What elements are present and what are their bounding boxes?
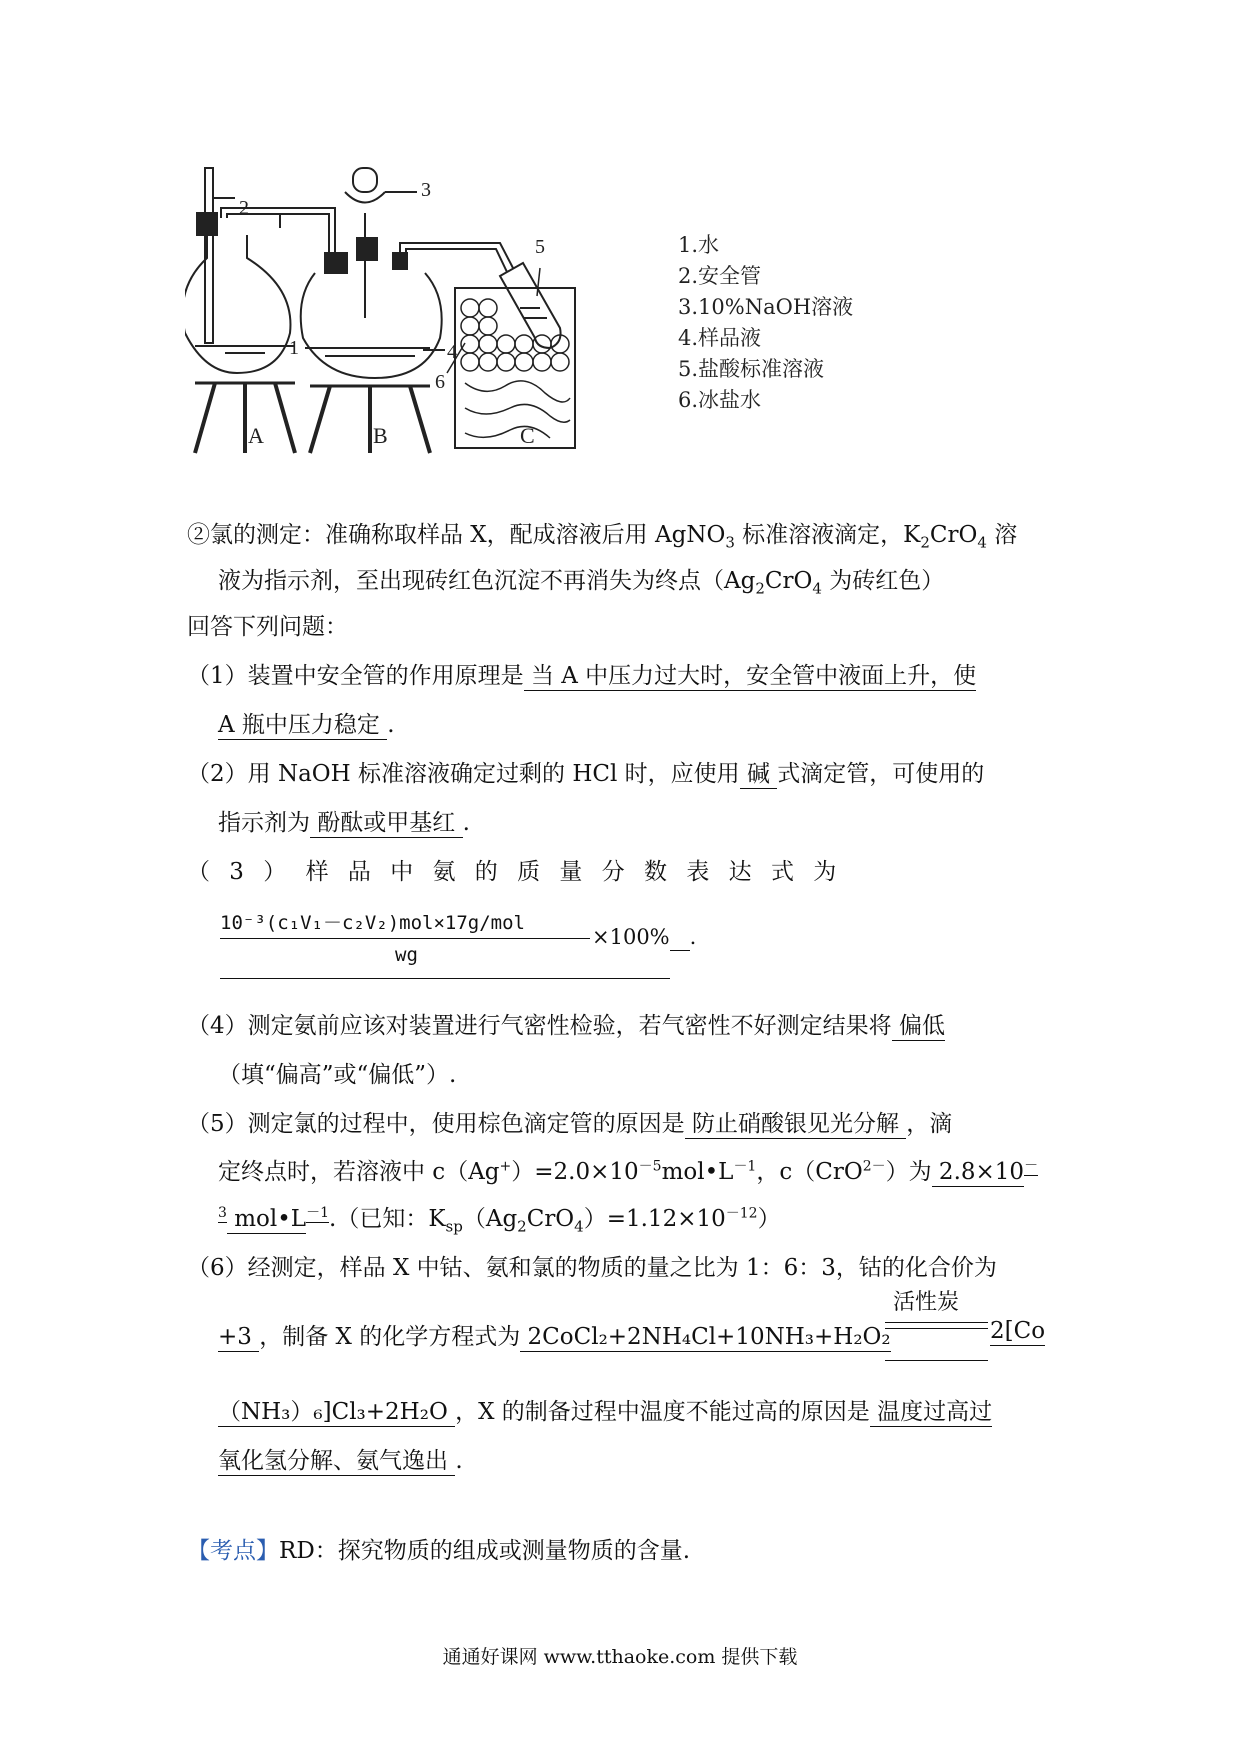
label-a: A (248, 423, 264, 448)
equation-underline (885, 1360, 988, 1361)
question-3-line-1: （ 3 ） 样 品 中 氨 的 质 量 分 数 表 达 式 为 (187, 859, 843, 885)
fraction-bar (220, 938, 590, 939)
kaodian-line: 【考点】RD：探究物质的组成或测量物质的含量. (187, 1538, 691, 1564)
legend-item: 4.样品液 (678, 326, 762, 350)
answer-6b: 2CoCl₂+2NH₄Cl+10NH₃+H₂O₂ (520, 1324, 891, 1350)
prompt-text: 回答下列问题： (187, 614, 348, 640)
apparatus-figure (185, 158, 885, 503)
equation-equals-top (885, 1322, 988, 1323)
page-footer: 通通好课网 www.tthaoke.com 提供下载 (442, 1646, 798, 1668)
label-b: B (373, 423, 388, 448)
answer-1b: A 瓶中压力稳定 (218, 712, 388, 738)
answer-1a: 当 A 中压力过大时，安全管中液面上升，使 (523, 663, 977, 689)
callout-6: 6 (435, 371, 445, 393)
question-5-line-1: （5）测定氯的过程中，使用棕色滴定管的原因是 防止硝酸银见光分解 ，滴 (187, 1111, 953, 1137)
question-4-line-1: （4）测定氨前应该对装置进行气密性检验，若气密性不好测定结果将 偏低 (187, 1013, 945, 1039)
question-6-line-1: （6）经测定，样品 X 中钴、氨和氯的物质的量之比为 1：6：3，钴的化合价为 (187, 1255, 997, 1281)
dropping-funnel (353, 168, 377, 192)
callout-3: 3 (421, 179, 431, 201)
question-6-line-3: （NH₃）₆]Cl₃+2H₂O ，X 的制备过程中温度不能过高的原因是 温度过高过 (218, 1399, 993, 1425)
formula-tail: ×100% . (592, 925, 697, 949)
equation-product-start: 2[Co (990, 1318, 1046, 1344)
question-1-line-1: （1）装置中安全管的作用原理是 当 A 中压力过大时，安全管中液面上升，使 (187, 663, 977, 689)
label-c: C (520, 423, 535, 448)
callout-5: 5 (535, 236, 545, 258)
answer-6a: +3 (218, 1324, 260, 1350)
flask-b (301, 273, 442, 378)
answer-2b: 酚酞或甲基红 (310, 810, 463, 836)
answer-6d: 温度过高过 (869, 1399, 993, 1425)
equation-equals-bottom (885, 1328, 988, 1329)
legend-item: 1.水 (678, 233, 720, 257)
answer-5a: 防止硝酸银见光分解 (684, 1111, 907, 1137)
answer-2a: 碱 (739, 761, 778, 787)
question-4-line-2: （填“偏高”或“偏低”）. (218, 1062, 457, 1088)
answer-5b: 2.8×10 (931, 1159, 1025, 1185)
formula-denominator: wg (395, 944, 418, 966)
legend-item: 2.安全管 (678, 264, 762, 288)
callout-2: 2 (239, 197, 249, 219)
question-6-line-4: 氧化氢分解、氨气逸出 . (218, 1448, 463, 1474)
answer-4: 偏低 (891, 1013, 945, 1039)
apparatus-diagram (185, 158, 685, 503)
catalyst-label: 活性炭 (893, 1290, 960, 1315)
stopper-a (197, 213, 217, 235)
question-2-line-2: 指示剂为 酚酞或甲基红 . (218, 810, 470, 836)
question-2-line-1: （2）用 NaOH 标准溶液确定过剩的 HCl 时，应使用 碱 式滴定管，可使用的 (187, 761, 985, 787)
legend-item: 5.盐酸标准溶液 (678, 357, 825, 381)
question-6-line-2: +3 ，制备 X 的化学方程式为 2CoCl₂+2NH₄Cl+10NH₃+H₂O₂ (218, 1324, 891, 1350)
legend-item: 3.10%NaOH溶液 (678, 295, 854, 319)
kaodian-label: 【考点】 (187, 1538, 279, 1564)
chlorine-line-1: ②氯的测定：准确称取样品 X，配成溶液后用 AgNO$_3$ 标准溶液滴定，$K_2CrO_4$ 溶 (187, 522, 1018, 552)
chlorine-line-2: 液为指示剂，至出现砖红色沉淀不再消失为终点（$Ag_2CrO_4$ 为砖红色） (218, 568, 945, 598)
answer-6c: （NH₃）₆]Cl₃+2H₂O (218, 1399, 456, 1425)
question-5-line-3: $^3$ $mol•L^{-1}$.（已知：$K_{sp}(Ag_2CrO_4)=1.12\times 10^{-12}$） (218, 1205, 781, 1236)
question-1-line-2: A 瓶中压力稳定 . (218, 712, 395, 738)
answer-3-underline (220, 978, 670, 979)
beaker-c (455, 288, 575, 448)
callout-4: 4 (447, 341, 457, 363)
formula-numerator: 10⁻³(c₁V₁－c₂V₂)mol×17g/mol (220, 912, 525, 934)
question-5-line-2: 定终点时，若溶液中 $c(Ag^+)=2.0\times 10^{-5}mol•L^{-1}$，c（CrO$^{2-}$）为 2.8×10－ (218, 1158, 1039, 1185)
figure-legend (678, 230, 853, 416)
answer-6e: 氧化氢分解、氨气逸出 (218, 1448, 456, 1474)
callout-1: 1 (289, 337, 299, 359)
legend-item: 6.冰盐水 (678, 388, 762, 412)
